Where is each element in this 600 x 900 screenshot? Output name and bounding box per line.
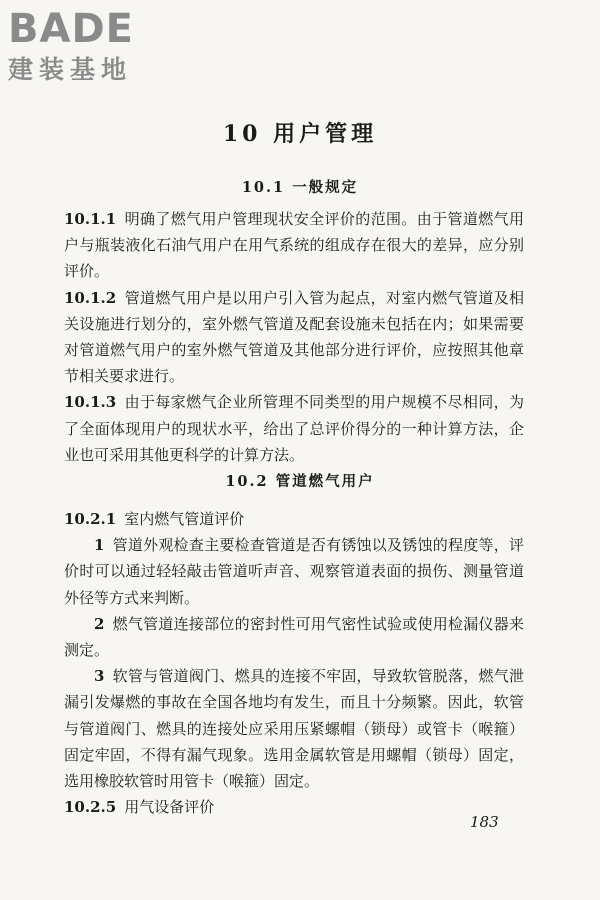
item-text: 管道外观检查主要检查管道是否有锈蚀以及锈蚀的程度等，评价时可以通过轻轻敲击管道听声音、观察管道表面的损伤、测量管道外径等方式来判断。	[64, 536, 524, 607]
clause-10-2-1	[64, 506, 524, 532]
clause-number: 10.2.1	[64, 510, 117, 528]
list-item-1	[64, 532, 524, 611]
list-item-3	[64, 663, 524, 794]
item-text: 软管与管道阀门、燃具的连接不牢固，导致软管脱落，燃气泄漏引发爆燃的事故在全国各地均有发生，而且十分频繁。因此，软管与管道阀门、燃具的连接处应采用压紧螺帽（锁母）或管卡（喉箍）固定牢固，不得有漏气现象。选用金属软管是用螺帽（锁母）固定，选用橡胶软管时用管卡（喉箍）固定。	[64, 667, 524, 791]
section-heading-10-1: 10.1 一般规定	[241, 179, 359, 196]
clause-10-1-2	[64, 285, 524, 390]
clause-text: 由于每家燃气企业所管理不同类型的用户规模不尽相同，为了全面体现用户的现状水平，给出了总评价得分的一种计算方法，企业也可采用其他更科学的计算方法。	[64, 393, 524, 464]
clause-10-2-5	[64, 794, 524, 820]
section-10-1-body	[64, 206, 524, 468]
clause-text: 明确了燃气用户管理现状安全评价的范围。由于管道燃气用户与瓶装液化石油气用户在用气系统的组成存在很大的差异，应分别评价。	[64, 210, 524, 281]
clause-10-1-3	[64, 389, 524, 468]
clause-text: 室内燃气管道评价	[124, 510, 245, 528]
clause-text: 管道燃气用户是以用户引入管为起点，对室内燃气管道及相关设施进行划分的，室外燃气管道及配套设施未包括在内；如果需要对管道燃气用户的室外燃气管道及其他部分进行评价，应按照其他章节相关要求进行。	[64, 288, 524, 386]
logo-subtitle: 建装基地	[8, 55, 133, 84]
clause-number: 10.1.2	[64, 288, 117, 307]
chapter-title: 10 用户管理	[222, 121, 378, 147]
clause-text: 用气设备评价	[124, 798, 215, 817]
clause-number: 10.2.5	[64, 798, 117, 817]
logo	[8, 6, 183, 86]
section-heading-10-2: 10.2 管道燃气用户	[225, 473, 375, 490]
item-text: 燃气管道连接部位的密封性可用气密性试验或使用检漏仪器来测定。	[64, 614, 524, 660]
section-10-2-body	[64, 506, 524, 820]
list-item-2	[64, 611, 524, 663]
clause-10-1-1	[64, 206, 524, 285]
clause-number: 10.1.1	[64, 210, 117, 228]
item-number: 1	[94, 536, 105, 555]
item-number: 2	[94, 614, 105, 633]
logo-brand: BADE	[8, 6, 134, 52]
item-number: 3	[94, 667, 105, 686]
page-number: 183	[470, 813, 499, 831]
clause-number: 10.1.3	[64, 393, 117, 412]
